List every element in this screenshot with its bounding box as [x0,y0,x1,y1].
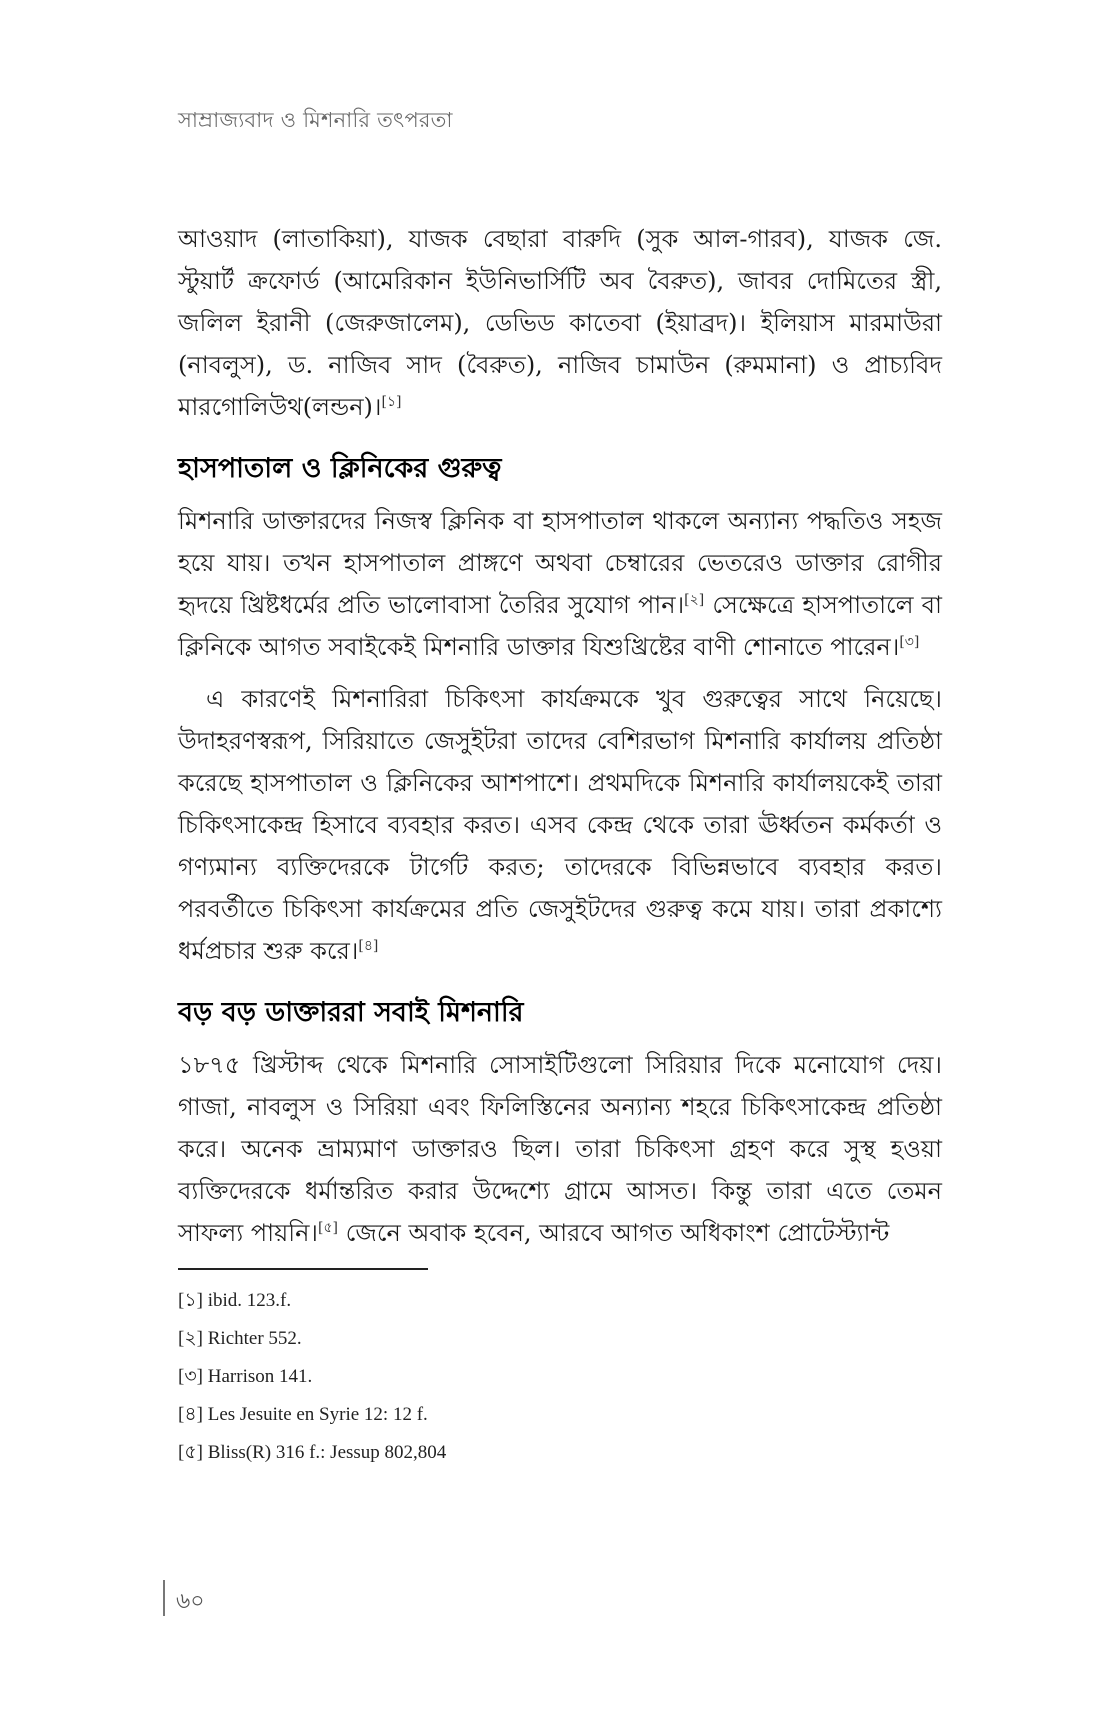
paragraph-4-text-a: ১৮৭৫ খ্রিস্টাব্দ থেকে মিশনারি সোসাইটিগুলো সিরিয়ার দিকে মনোযোগ দেয়। গাজা, নাবলুস ও সিরিয়া এবং ফিলিস্তিনের অন্যান্য শহরে চিকিৎসাকেন্দ্র প্রতিষ্ঠা করে। অনেক ভ্রাম্যমাণ ডাক্তারও ছিল। তারা চিকিৎসা গ্রহণ করে সুস্থ হওয়া ব্যক্তিদেরকে ধর্মান্তরিত করার উদ্দেশ্যে গ্রামে আসত। কিন্তু তারা এতে তেমন সাফল্য পায়নি। [178,1051,942,1247]
footnote-ref-1[interactable]: [১] [381,394,402,410]
paragraph-2-text-a: মিশনারি ডাক্তারদের নিজস্ব ক্লিনিক বা হাসপাতাল থাকলে অন্যান্য পদ্ধতিও সহজ হয়ে যায়। তখন হাসপাতাল প্রাঙ্গণে অথবা চেম্বারের ভেতরেও ডাক্তার রোগীর হৃদয়ে খ্রিষ্টধর্মের প্রতি ভালোবাসা তৈরির সুযোগ পান। [178,507,942,619]
running-head: সাম্রাজ্যবাদ ও মিশনারি তৎপরতা [178,108,453,132]
paragraph-4-text-b: জেনে অবাক হবেন, আরবে আগত অধিকাংশ প্রোটেস্ট্যান্ট [338,1219,890,1247]
paragraph-1 [178,218,942,428]
page-number-bar [163,1580,165,1616]
footnote-list [178,1282,942,1472]
footnote-ref-2[interactable]: [২] [684,592,705,608]
footnote-4: [৪] Les Jesuite en Syrie 12: 12 f. [178,1404,428,1425]
paragraph-2 [178,500,942,668]
page-number: ৬০ [176,1589,205,1614]
page-body [178,218,942,1472]
section-heading-hospitals: হাসপাতাল ও ক্লিনিকের গুরুত্ব [178,453,502,484]
paragraph-1-text: আওয়াদ (লাতাকিয়া), যাজক বেছারা বারুদি (সুক আল-গারব), যাজক জে. স্টুয়ার্ট ক্রফোর্ড (আমেরিকান ইউনিভার্সিটি অব বৈরুত), জাবর দোমিতের স্ত্রী, জলিল ইরানী (জেরুজালেম), ডেভিড কাতেবা (ইয়াব্রদ)। ইলিয়াস মারমাউরা (নাবলুস), ড. নাজিব সাদ (বৈরুত), নাজিব চামাউন (রুমমানা) ও প্রাচ্যবিদ মারগোলিউথ(লন্ডন)। [178,225,942,421]
paragraph-3 [178,678,942,972]
footnote-ref-3[interactable]: [৩] [899,634,920,650]
footnote-ref-5[interactable]: [৫] [318,1220,339,1236]
footnote-divider [178,1268,428,1270]
section-heading-doctors: বড় বড় ডাক্তাররা সবাই মিশনারি [178,997,524,1028]
footnote-2: [২] Richter 552. [178,1328,302,1349]
footnote-ref-4[interactable]: [৪] [358,938,379,954]
paragraph-3-text: এ কারণেই মিশনারিরা চিকিৎসা কার্যক্রমকে খুব গুরুত্বের সাথে নিয়েছে। উদাহরণস্বরূপ, সিরিয়াতে জেসুইটরা তাদের বেশিরভাগ মিশনারি কার্যালয় প্রতিষ্ঠা করেছে হাসপাতাল ও ক্লিনিকের আশপাশে। প্রথমদিকে মিশনারি কার্যালয়কেই তারা চিকিৎসাকেন্দ্র হিসাবে ব্যবহার করত। এসব কেন্দ্র থেকে তারা ঊর্ধ্বতন কর্মকর্তা ও গণ্যমান্য ব্যক্তিদেরকে টার্গেট করত; তাদেরকে বিভিন্নভাবে ব্যবহার করত। পরবর্তীতে চিকিৎসা কার্যক্রমের প্রতি জেসুইটদের গুরুত্ব কমে যায়। তারা প্রকাশ্যে ধর্মপ্রচার শুরু করে। [178,685,942,965]
footnote-3: [৩] Harrison 141. [178,1366,313,1387]
footnote-1: [১] ibid. 123.f. [178,1290,292,1311]
paragraph-2-text-b: সেক্ষেত্রে হাসপাতালে বা ক্লিনিকে আগত সবাইকেই মিশনারি ডাক্তার যিশুখ্রিষ্টের বাণী শোনাতে পারেন। [178,591,942,661]
footnote-5: [৫] Bliss(R) 316 f.: Jessup 802,804 [178,1442,447,1463]
paragraph-4 [178,1044,942,1254]
